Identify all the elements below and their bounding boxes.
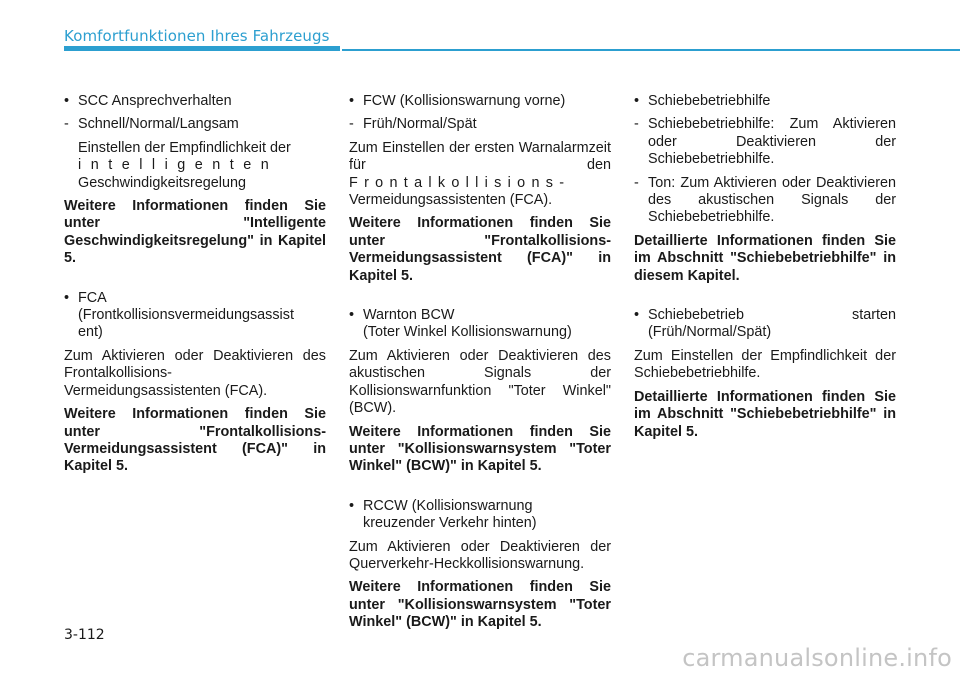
section-title: Komfortfunktionen Ihres Fahrzeugs (64, 27, 330, 45)
bullet-mark: • (64, 93, 70, 109)
dash-fcw-options (349, 116, 611, 133)
fcw-description (349, 140, 611, 210)
bullet-fca (64, 290, 326, 342)
scc-desc-line: intelligenten (78, 157, 279, 174)
bullet-text: Schiebebetrieb starten (648, 307, 896, 324)
sb-info: Detaillierte Informationen finden Sie im Abschnitt "Schiebebetriebhilfe" in diesem Kapitel. (634, 232, 896, 284)
scc-desc-line: Geschwindigkeitsregelung (78, 174, 246, 191)
bullet-bcw (349, 307, 611, 342)
fcw-desc-line: Frontalkollisions- (349, 174, 571, 191)
sbs-description: Zum Einstellen der Empfindlichkeit der Schiebebetriebhilfe. (634, 347, 896, 382)
bullet-text: (Frontkollisionsvermeidungsassist (78, 307, 294, 324)
bullet-text: kreuzender Verkehr hinten) (363, 515, 537, 532)
dash-text: Schnell/Normal/Langsam (78, 116, 239, 133)
bullet-mark: • (349, 497, 355, 514)
bullet-mark: • (349, 93, 355, 109)
bullet-mark: • (349, 307, 355, 324)
bullet-text: (Früh/Normal/Spät) (648, 324, 772, 341)
bullet-text: Warnton BCW (363, 307, 455, 324)
bullet-text: (Toter Winkel Kollisionswarnung) (363, 324, 572, 341)
header-rule (342, 49, 960, 51)
fcw-desc-line: Zum Einstellen der ersten Warnalarmzeit für den (349, 139, 611, 174)
dash-text: Ton: Zum Aktivieren oder Deaktivieren des akustischen Signals der Schiebebetriebhilfe. (648, 174, 896, 226)
bcw-info: Weitere Informationen finden Sie unter "Kollisionswarnsystem "Toter Winkel" (BCW)" in Kapitel 5. (349, 423, 611, 475)
bullet-scc (64, 93, 326, 110)
fcw-desc-line: Vermeidungsassistenten (FCA). (349, 192, 553, 209)
scc-desc-line: Einstellen der Empfindlichkeit der (78, 139, 291, 156)
dash-scc-options (64, 116, 326, 133)
dash-ton (634, 175, 896, 227)
bullet-text: SCC Ansprechverhalten (78, 93, 232, 109)
bullet-schiebebetrieb-starten (634, 307, 896, 342)
page-number: 3-112 (64, 627, 105, 643)
column-right (634, 93, 896, 447)
sbs-info: Detaillierte Informationen finden Sie im Abschnitt "Schiebebetriebhilfe" in Kapitel 5. (634, 388, 896, 440)
spacer (349, 482, 611, 498)
title-underline (64, 46, 340, 51)
spacer (64, 274, 326, 290)
dash-mark: - (634, 174, 639, 191)
dash-mark: - (64, 116, 69, 133)
bullet-rccw (349, 498, 611, 533)
rccw-description: Zum Aktivieren oder Deaktivieren der Querverkehr-Heckkollisionswarnung. (349, 538, 611, 572)
dash-mark: - (349, 116, 354, 133)
bullet-mark: • (634, 307, 640, 324)
bullet-text: FCW (Kollisionswarnung vorne) (363, 93, 566, 109)
bullet-text: Schiebebetriebhilfe (648, 93, 771, 109)
page-header (0, 0, 960, 60)
bullet-text: ent) (78, 324, 103, 341)
bullet-text: RCCW (Kollisionswarnung (363, 497, 533, 514)
bullet-mark: • (64, 289, 70, 306)
bullet-schiebebetriebhilfe (634, 93, 896, 110)
dash-text: Früh/Normal/Spät (363, 116, 477, 133)
fca-description: Zum Aktivieren oder Deaktivieren des Frontalkollisions-Vermeidungsassistenten (FCA). (64, 347, 326, 399)
rccw-info: Weitere Informationen finden Sie unter "Kollisionswarnsystem "Toter Winkel" (BCW)" in Kapitel 5. (349, 579, 611, 631)
fca-info: Weitere Informationen finden Sie unter "Frontalkollisions-Vermeidungsassistent (FCA)" in Kapitel 5. (64, 406, 326, 475)
scc-info: Weitere Informationen finden Sie unter "Intelligente Geschwindigkeitsregelung" in Kapitel 5. (64, 198, 326, 267)
bullet-mark: • (634, 93, 640, 109)
bullet-fcw (349, 93, 611, 110)
column-left (64, 93, 326, 482)
column-middle (349, 93, 611, 638)
spacer (634, 291, 896, 307)
bcw-description: Zum Aktivieren oder Deaktivieren des akustischen Signals der Kollisionswarnfunktion "Toter Winkel" (BCW). (349, 347, 611, 417)
scc-description (64, 140, 326, 192)
bullet-text: FCA (78, 289, 107, 306)
watermark: carmanualsonline.info (682, 644, 952, 672)
dash-mark: - (634, 116, 639, 133)
dash-text: Schiebebetriebhilfe: Zum Aktivieren oder Deaktivieren der Schiebebetriebhilfe. (648, 116, 896, 168)
spacer (349, 291, 611, 307)
dash-schiebebetriebhilfe (634, 116, 896, 168)
fcw-info: Weitere Informationen finden Sie unter "Frontalkollisions-Vermeidungsassistent (FCA)" in Kapitel 5. (349, 215, 611, 284)
